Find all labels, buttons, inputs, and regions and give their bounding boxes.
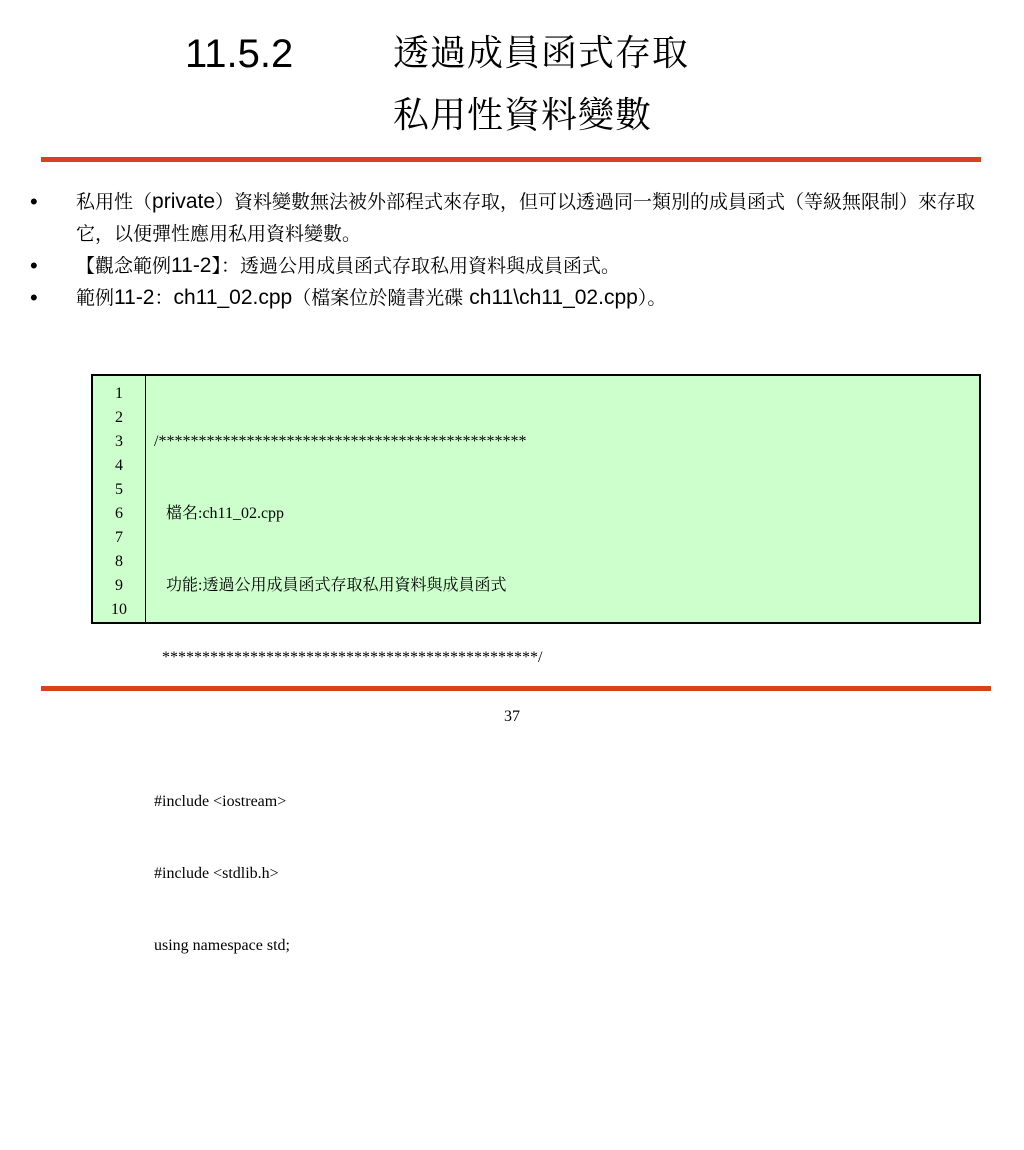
- bullet-item: [30, 282, 990, 314]
- line-number: 6: [115, 505, 123, 522]
- line-number: 4: [115, 457, 123, 474]
- code-line: [154, 1078, 979, 1102]
- code-line: #include <stdlib.h>: [154, 865, 279, 882]
- line-number-gutter: [93, 376, 146, 622]
- bullet-text: [76, 250, 990, 282]
- code-line: 功能:透過公用成員函式存取私用資料與成員函式: [154, 577, 507, 594]
- code-line: #include <iostream>: [154, 793, 287, 810]
- text-run: ）。: [637, 287, 667, 309]
- text-run: ch11\ch11_02.cpp: [469, 286, 638, 309]
- bullet-item: [30, 186, 990, 250]
- slide-title-line-1: 透過成員函式存取: [393, 33, 690, 74]
- line-number: 10: [111, 601, 127, 618]
- line-number: 3: [115, 433, 123, 450]
- bottom-divider: [41, 686, 991, 691]
- bullet-text: [76, 282, 990, 314]
- code-line: /**********************************************: [154, 433, 527, 450]
- line-number: 1: [115, 385, 123, 402]
- slide-title-line-2: 私用性資料變數: [393, 95, 653, 136]
- text-run: private: [152, 190, 216, 213]
- text-run: 私用性（: [76, 191, 153, 213]
- bullet-item: [30, 250, 990, 282]
- bullet-marker: •: [30, 285, 38, 310]
- text-run: 範例: [76, 287, 115, 309]
- line-number: 9: [115, 577, 123, 594]
- line-number: 2: [115, 409, 123, 426]
- line-number: 5: [115, 481, 123, 498]
- line-number: 7: [115, 529, 123, 546]
- line-number: 8: [115, 553, 123, 570]
- code-line: ***********************************************/: [154, 649, 543, 666]
- bullet-marker: •: [30, 189, 38, 214]
- text-run: （檔案位於隨書光碟: [292, 287, 470, 309]
- code-line: [154, 1006, 979, 1030]
- page-number: 37: [504, 708, 520, 725]
- code-line: 檔名:ch11_02.cpp: [154, 505, 285, 522]
- bullet-text: [76, 186, 990, 250]
- text-run: 11-2: [114, 286, 155, 309]
- text-run: ch11_02.cpp: [173, 286, 293, 309]
- bullet-marker: •: [30, 253, 38, 278]
- text-run: 】：透過公用成員函式存取私用資料與成員函式。: [211, 255, 621, 277]
- code-line: using namespace std;: [154, 937, 290, 954]
- top-divider: [41, 157, 981, 162]
- text-run: 【觀念範例: [76, 255, 172, 277]
- bullet-list: [30, 186, 990, 314]
- section-number: 11.5.2: [185, 32, 294, 76]
- text-run: ：: [154, 287, 174, 309]
- text-run: 11-2: [171, 254, 212, 277]
- text-run: ）資料變數無法被外部程式來存取，但可以透過同一類別的成員函式（等級無限制）來存取它，以便彈性應用私用資料變數。: [76, 191, 976, 245]
